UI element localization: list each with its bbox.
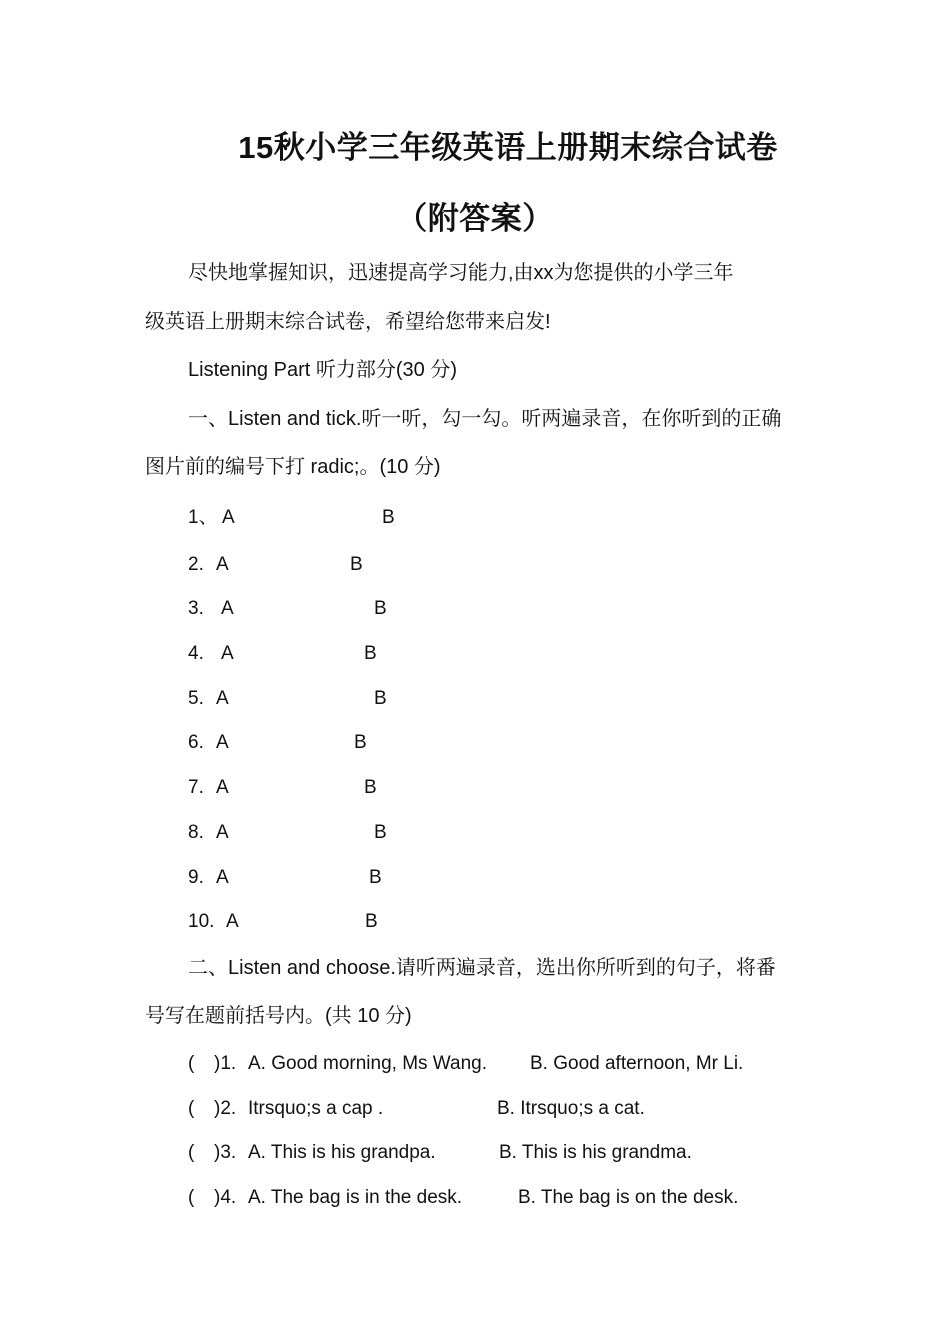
item-number: 7.	[188, 777, 204, 798]
option-a: A	[216, 732, 229, 753]
item-number: 3.	[188, 598, 204, 619]
question-number: )2.	[214, 1098, 237, 1119]
option-b: B. The bag is on the desk.	[518, 1187, 739, 1208]
item-number: 10.	[188, 911, 215, 932]
option-a: A. The bag is in the desk.	[248, 1187, 463, 1208]
option-a: A	[222, 507, 235, 528]
option-b: B	[369, 867, 382, 888]
option-b: B. This is his grandma.	[499, 1142, 692, 1163]
item-number: 2.	[188, 554, 204, 575]
intro-line-2: 级英语上册期末综合试卷，希望给您带来启发!	[145, 311, 551, 333]
question-number: )1.	[214, 1053, 237, 1074]
option-b: B	[364, 777, 377, 798]
item-number: 9.	[188, 867, 204, 888]
option-a: A	[226, 911, 239, 932]
answer-paren: (	[188, 1187, 195, 1208]
answer-paren: (	[188, 1098, 195, 1119]
item-number: 4.	[188, 643, 204, 664]
question-number: )4.	[214, 1187, 237, 1208]
answer-paren: (	[188, 1053, 195, 1074]
item-number: 1、	[188, 507, 218, 528]
section2-instruction-line-1: 二、Listen and choose.请听两遍录音，选出你所听到的句子，将番	[188, 957, 776, 979]
option-b: B	[364, 643, 377, 664]
option-a: A	[216, 822, 229, 843]
option-a: A	[216, 554, 229, 575]
option-b: B	[374, 822, 387, 843]
option-a: A	[216, 688, 229, 709]
option-a: A	[221, 598, 234, 619]
option-a: A. This is his grandpa.	[248, 1142, 436, 1163]
option-a: Itrsquo;s a cap .	[248, 1098, 384, 1119]
answer-paren: (	[188, 1142, 195, 1163]
option-b: B	[350, 554, 363, 575]
option-b: B	[354, 732, 367, 753]
document-title: 15秋小学三年级英语上册期末综合试卷	[238, 130, 778, 165]
section1-instruction-line-1: 一、Listen and tick.听一听，勾一勾。听两遍录音，在你听到的正确	[188, 408, 782, 430]
item-number: 8.	[188, 822, 204, 843]
option-a: A. Good morning, Ms Wang.	[248, 1053, 488, 1074]
option-b: B. Itrsquo;s a cat.	[497, 1098, 645, 1119]
option-b: B	[374, 598, 387, 619]
option-a: A	[216, 777, 229, 798]
intro-line-1: 尽快地掌握知识，迅速提高学习能力,由xx为您提供的小学三年	[188, 262, 734, 284]
option-b: B	[365, 911, 378, 932]
option-b: B	[382, 507, 395, 528]
option-b: B	[374, 688, 387, 709]
item-number: 6.	[188, 732, 204, 753]
option-a: A	[216, 867, 229, 888]
listening-header: Listening Part 听力部分(30 分)	[188, 359, 457, 381]
item-number: 5.	[188, 688, 204, 709]
option-b: B. Good afternoon, Mr Li.	[530, 1053, 744, 1074]
document-title-suffix: （附答案）	[396, 201, 554, 236]
section2-instruction-line-2: 号写在题前括号内。(共 10 分)	[145, 1005, 412, 1027]
option-a: A	[221, 643, 234, 664]
question-number: )3.	[214, 1142, 237, 1163]
section1-instruction-line-2: 图片前的编号下打 radic;。(10 分)	[145, 456, 441, 478]
